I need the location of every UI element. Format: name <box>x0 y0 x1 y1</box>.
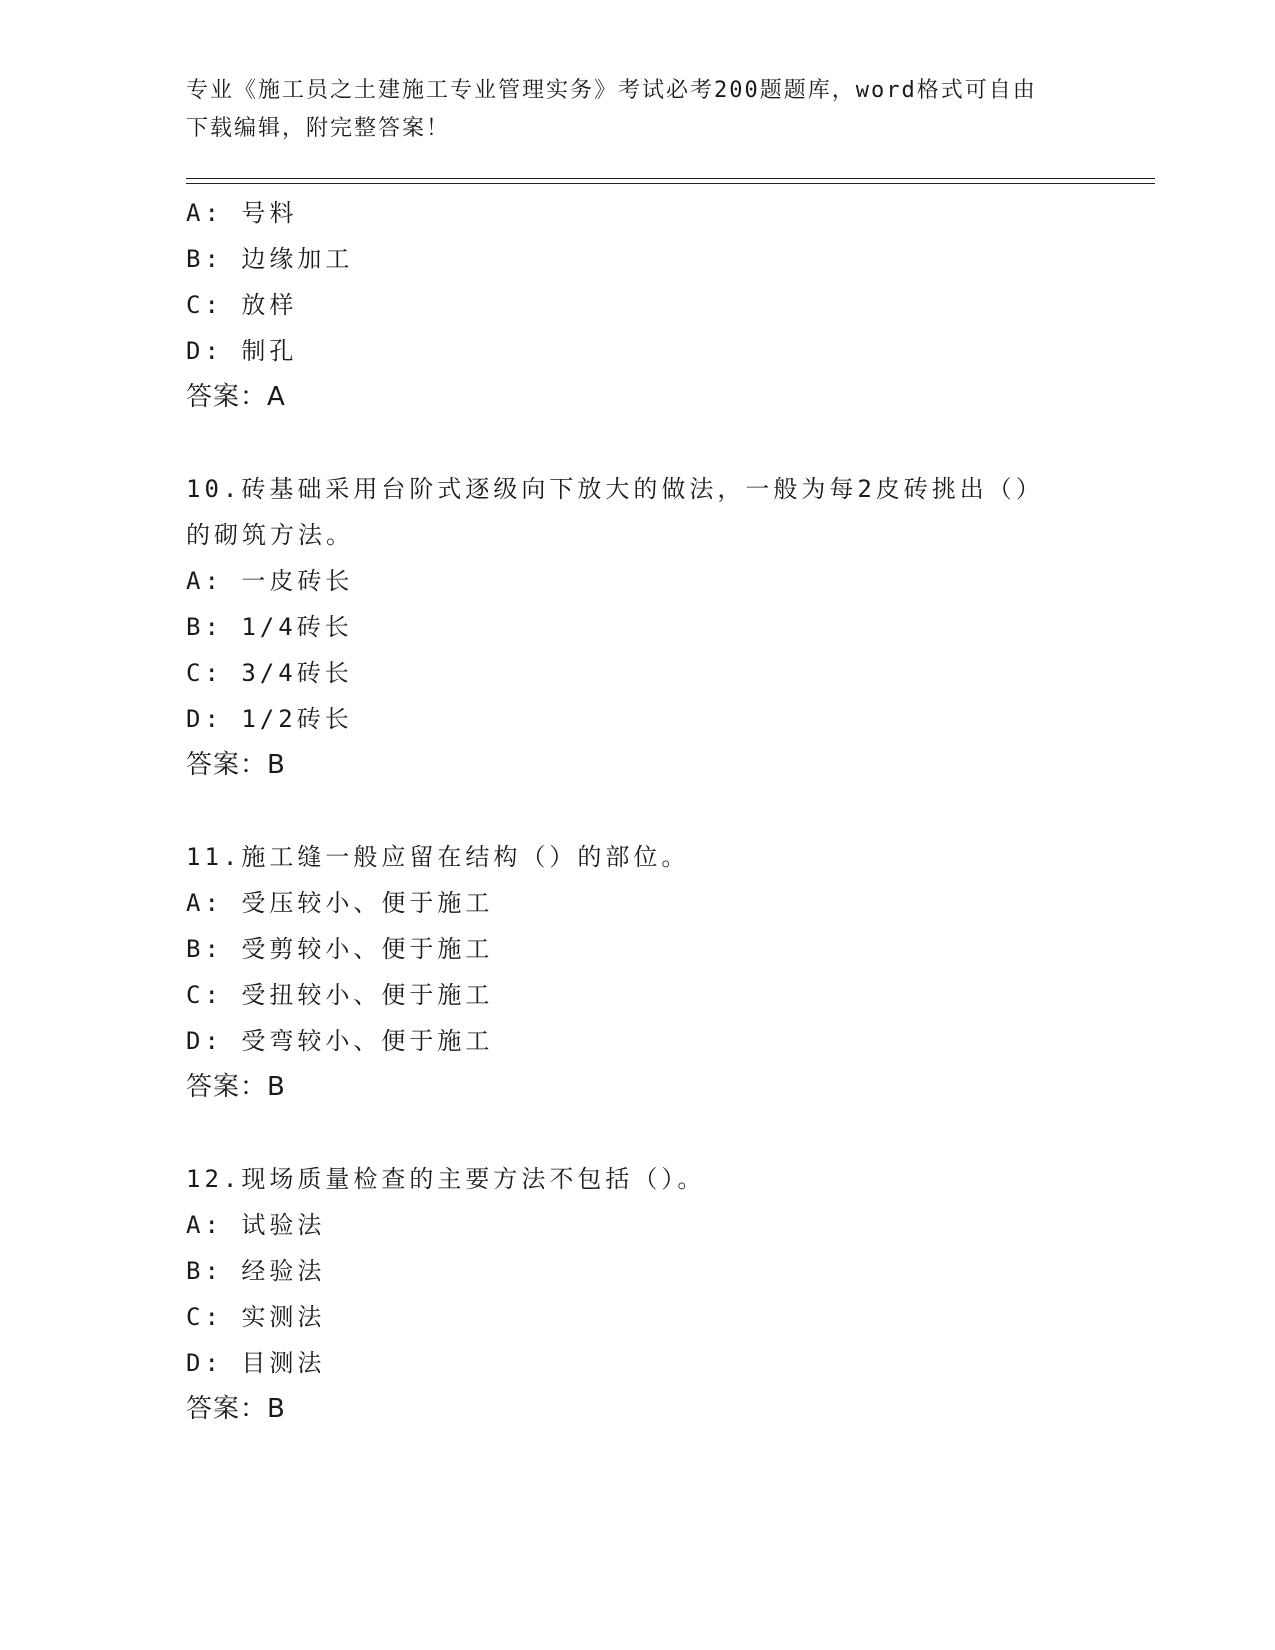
option-c: C: 3/4砖长 <box>186 659 353 687</box>
option-d: D: 受弯较小、便于施工 <box>186 1027 494 1055</box>
header-divider-bottom <box>186 183 1155 184</box>
question-partial <box>186 190 1086 420</box>
question-10 <box>186 466 1086 788</box>
question-12 <box>186 1156 1086 1432</box>
option-b: B: 边缘加工 <box>186 245 354 273</box>
header-line-1: 专业《施工员之土建施工专业管理实务》考试必考200题题库，word格式可自由 <box>186 78 1037 103</box>
option-b: B: 经验法 <box>186 1257 326 1285</box>
spacer <box>186 1110 1086 1156</box>
option-b: B: 受剪较小、便于施工 <box>186 935 494 963</box>
option-d: D: 1/2砖长 <box>186 705 353 733</box>
option-d: D: 制孔 <box>186 337 298 365</box>
option-a: A: 试验法 <box>186 1211 326 1239</box>
question-stem-line: 的砌筑方法。 <box>186 521 354 549</box>
answer-line: 答案：B <box>186 1072 286 1102</box>
question-stem-line: 11.施工缝一般应留在结构（）的部位。 <box>186 843 690 871</box>
option-c: C: 放样 <box>186 291 298 319</box>
question-stem-line: 10.砖基础采用台阶式逐级向下放大的做法，一般为每2皮砖挑出（） <box>186 475 1044 503</box>
document-header <box>186 72 1066 148</box>
question-list <box>186 190 1086 1432</box>
answer-line: 答案：B <box>186 1394 286 1424</box>
option-c: C: 实测法 <box>186 1303 326 1331</box>
question-stem-line: 12.现场质量检查的主要方法不包括（）。 <box>186 1165 706 1193</box>
answer-line: 答案：B <box>186 750 286 780</box>
spacer <box>186 788 1086 834</box>
header-divider-top <box>186 178 1155 179</box>
option-a: A: 受压较小、便于施工 <box>186 889 494 917</box>
option-d: D: 目测法 <box>186 1349 326 1377</box>
option-a: A: 号料 <box>186 199 298 227</box>
question-11 <box>186 834 1086 1110</box>
header-line-2: 下载编辑，附完整答案！ <box>186 116 451 141</box>
answer-line: 答案：A <box>186 382 286 412</box>
spacer <box>186 420 1086 466</box>
option-b: B: 1/4砖长 <box>186 613 353 641</box>
option-c: C: 受扭较小、便于施工 <box>186 981 494 1009</box>
option-a: A: 一皮砖长 <box>186 567 354 595</box>
